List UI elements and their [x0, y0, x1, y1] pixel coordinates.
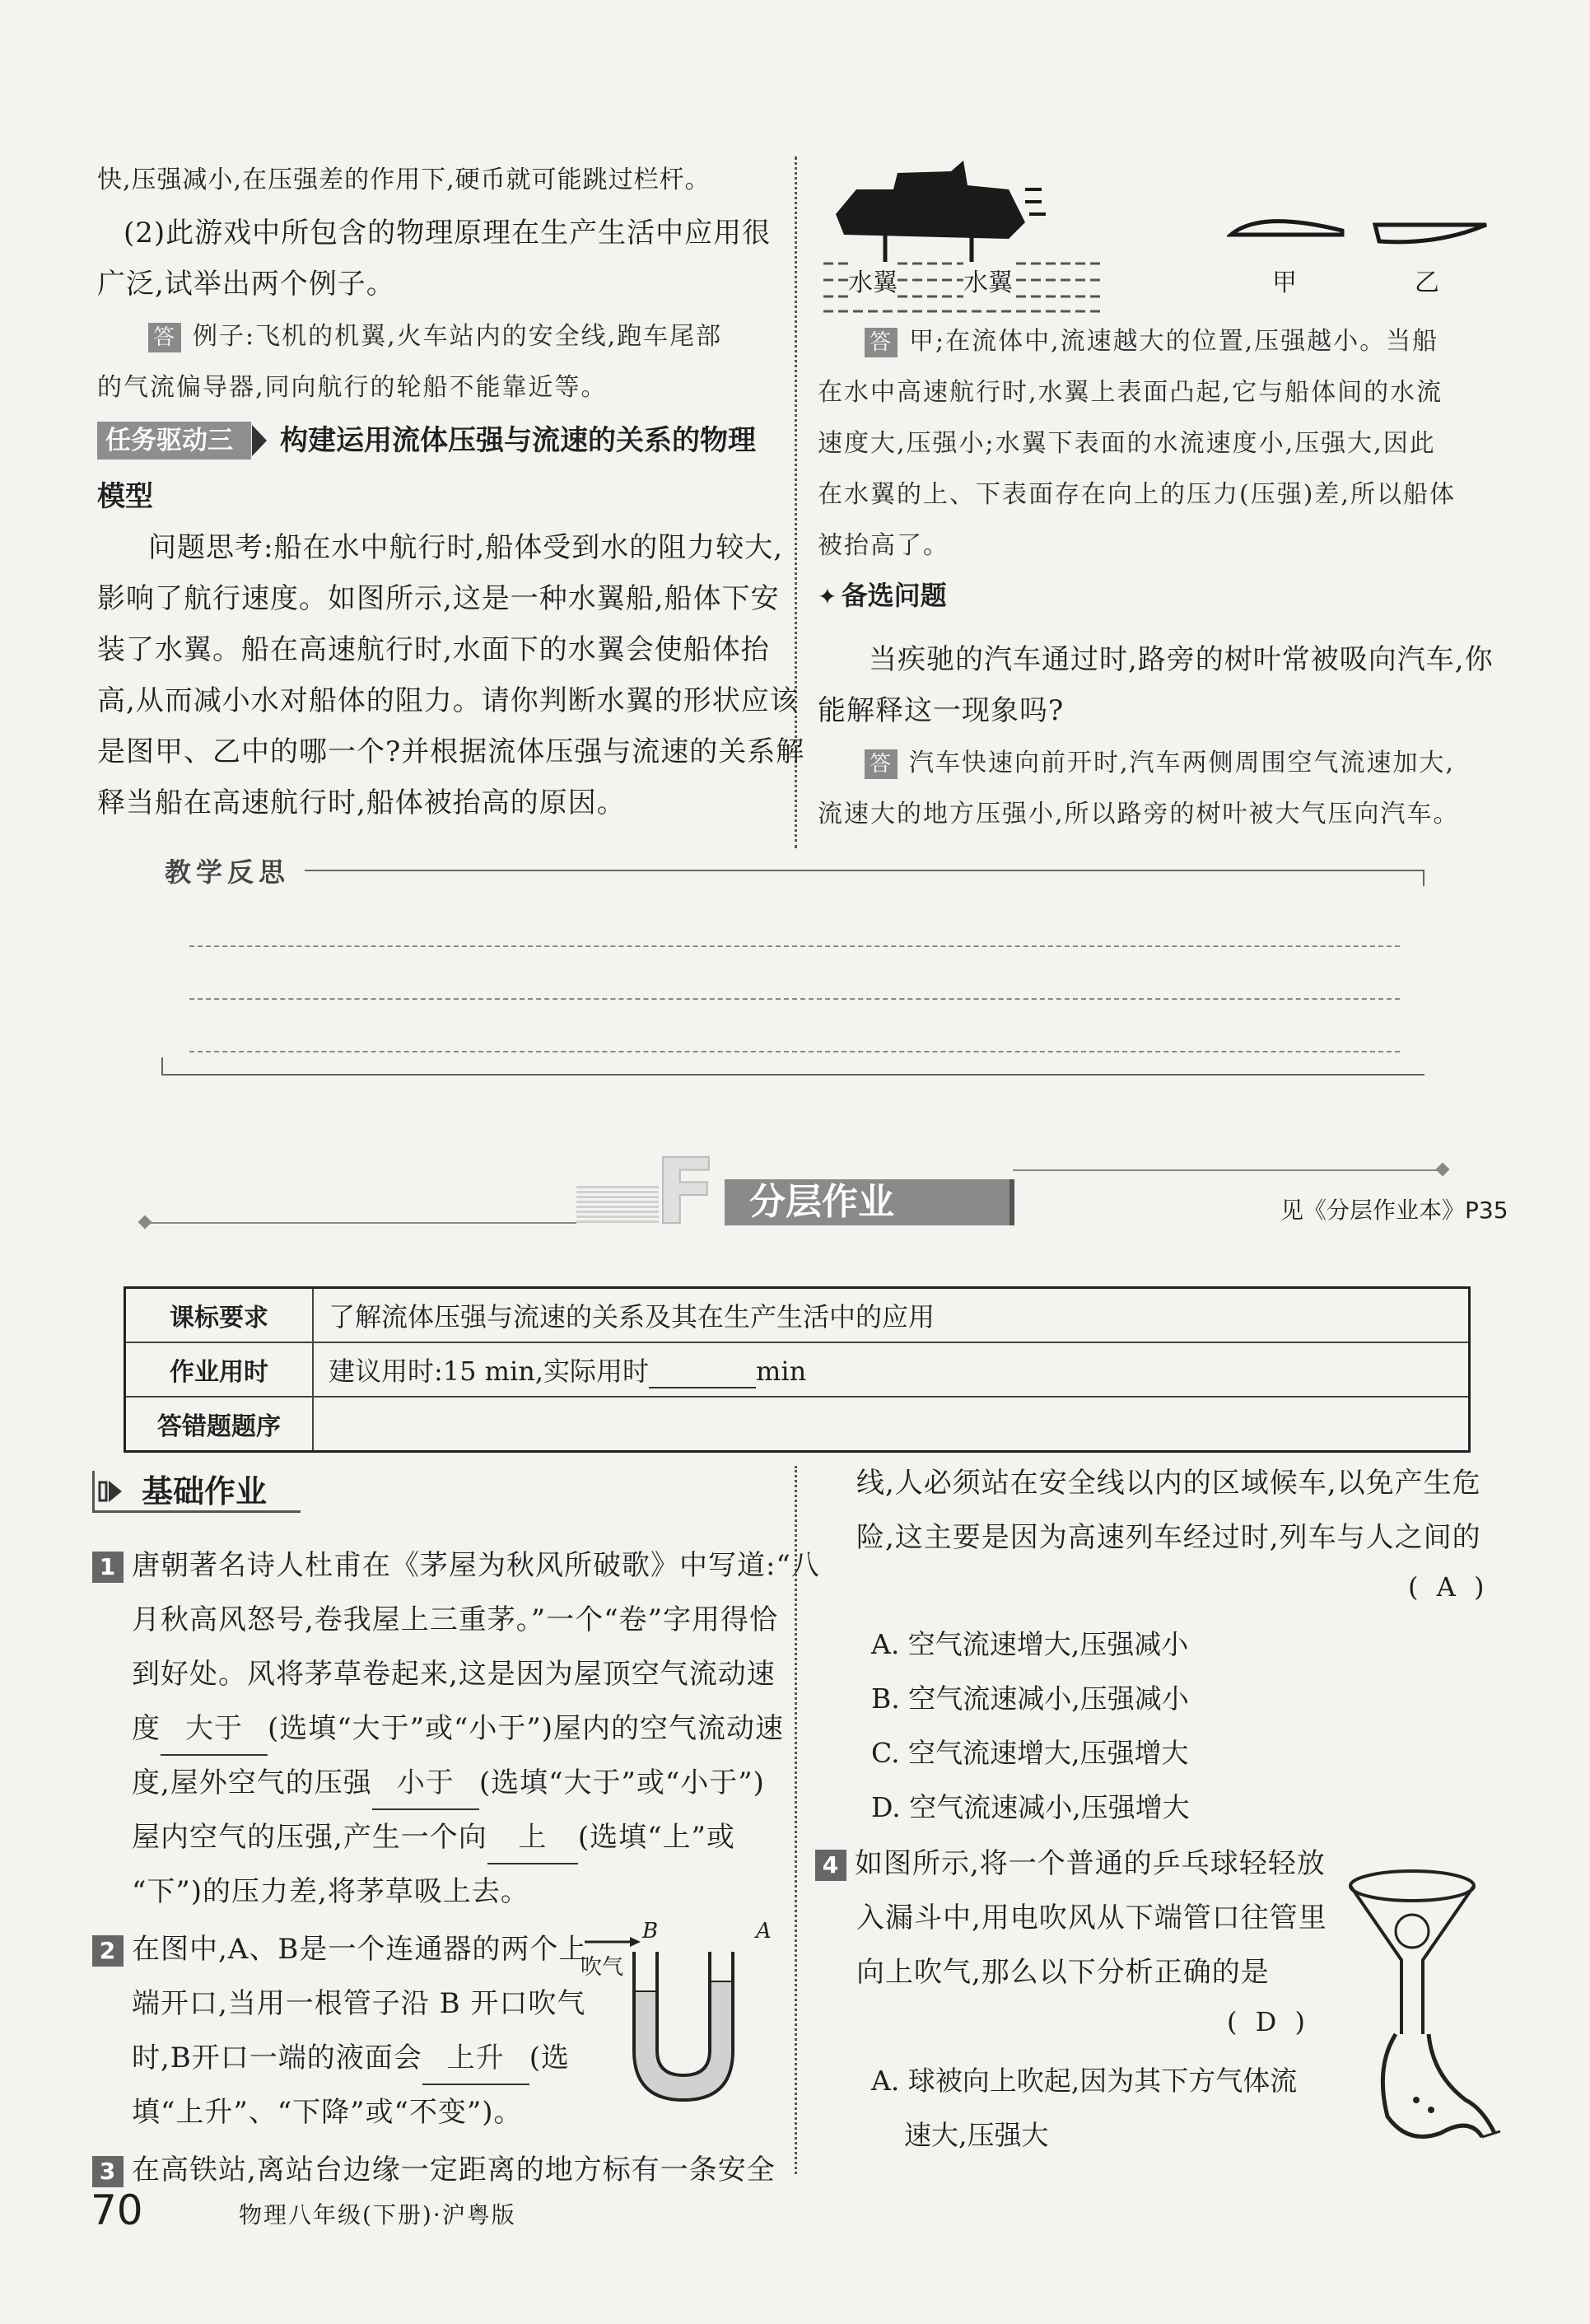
- q3-answer: ( A ): [1408, 1571, 1490, 1603]
- backup-title: 备选问题: [841, 580, 947, 611]
- label-yi: 乙: [1415, 268, 1439, 297]
- q3-option-b[interactable]: B. 空气流速减小,压强减小: [871, 1682, 1189, 1715]
- q3-right-1: 线,人必须站在安全线以内的区域候车,以免产生危: [856, 1467, 1481, 1500]
- banner-rule-left: [148, 1222, 576, 1224]
- wing-shape-yi: [1371, 212, 1494, 254]
- q1-line7: “下”)的压力差,将茅草吸上去。: [132, 1875, 529, 1908]
- q3-option-d[interactable]: D. 空气流速减小,压强增大: [871, 1791, 1190, 1823]
- task3-line5: 是图甲、乙中的哪一个?并根据流体压强与流速的关系解: [97, 735, 805, 768]
- q1-text-4b: (选填“大于”或“小于”)屋内的空气流动速: [268, 1712, 785, 1745]
- table-row: [125, 1397, 1470, 1452]
- q1-line1: [92, 1540, 820, 1591]
- backup-star-icon: ✦: [818, 583, 837, 610]
- task-badge: 任务驱动三: [97, 422, 251, 460]
- q1-blank-3[interactable]: 上: [487, 1812, 578, 1864]
- q4-option-a-line2: 速大,压强大: [904, 2119, 1049, 2151]
- table-row: [125, 1288, 1470, 1343]
- q2-number: 2: [92, 1935, 124, 1967]
- q2-blank[interactable]: 上升: [422, 2032, 529, 2085]
- q2-text-3b: (选: [529, 2042, 571, 2074]
- q1-line4: [132, 1703, 784, 1756]
- answer-boat-line5: 被抬高了。: [818, 531, 949, 560]
- banner-dot-right: [1436, 1163, 1450, 1177]
- req-val-2a: 建议用时:15 min,实际用时: [329, 1356, 650, 1387]
- req-key-2: 作业用时: [125, 1342, 314, 1397]
- answer-boat-line1: 甲;在流体中,流速越大的位置,压强越小。当船: [909, 327, 1439, 356]
- answer-2-line1: 例子:飞机的机翼,火车站内的安全线,跑车尾部: [193, 322, 723, 351]
- task-title: 构建运用流体压强与流速的关系的物理: [280, 424, 756, 457]
- q2b-line4: 填“上升”、“下降”或“不变”)。: [132, 2096, 523, 2129]
- answer-2-line2: 的气流偏导器,同向航行的轮船不能靠近等。: [97, 373, 608, 402]
- q2b-line1: [92, 1924, 587, 1975]
- backup-answer-line2: 流速大的地方压强小,所以路旁的树叶被大气压向汽车。: [818, 800, 1460, 828]
- q4-answer: ( D ): [1227, 2006, 1310, 2037]
- q4-line3: 向上吹气,那么以下分析正确的是: [856, 1956, 1270, 1989]
- answer-boat: [865, 316, 1438, 367]
- q1-line5: [132, 1757, 765, 1810]
- q1-number: 1: [92, 1552, 124, 1583]
- banner-rule-right: [1013, 1169, 1441, 1171]
- q1-line2: 月秋高风怒号,卷我屋上三重茅。”一个“卷”字用得恰: [132, 1603, 778, 1636]
- req-key-1: 课标要求: [125, 1288, 314, 1343]
- answer-mark: 答: [865, 749, 898, 779]
- funnel-dryer-figure: [1317, 1853, 1507, 2158]
- banner-dot-left: [138, 1216, 152, 1230]
- q2b-line2: 端开口,当用一根管子沿 B 开口吹气: [132, 1987, 586, 2020]
- answer-boat-line2: 在水中高速航行时,水翼上表面凸起,它与船体间的水流: [818, 378, 1443, 407]
- q4-number: 4: [815, 1850, 846, 1881]
- q1-line6: [132, 1812, 735, 1864]
- q3-option-a[interactable]: A. 空气流速增大,压强减小: [871, 1628, 1189, 1660]
- page-number: 70: [91, 2186, 143, 2234]
- answer-mark: 答: [865, 328, 898, 357]
- reflection-line-1: [189, 945, 1400, 947]
- actual-time-blank[interactable]: [649, 1356, 756, 1388]
- q1-text-5b: (选填“大于”或“小于”): [478, 1766, 765, 1799]
- reflection-left-tick: [161, 1057, 163, 1074]
- answer-boat-line4: 在水翼的上、下表面存在向上的压力(压强)差,所以船体: [818, 480, 1456, 509]
- q1-text-5a: 度,屋外空气的压强: [132, 1766, 372, 1799]
- task-title-line2: 模型: [97, 480, 153, 513]
- req-val-2b: min: [756, 1356, 807, 1387]
- q1-text-4a: 度: [132, 1712, 161, 1745]
- fig-blow-label: 吹气: [581, 1955, 624, 1980]
- requirements-table: [124, 1286, 1471, 1453]
- reflection-top-rule: [305, 870, 1424, 871]
- q3-right-2: 险,这主要是因为高速列车经过时,列车与人之间的: [856, 1521, 1481, 1554]
- backup-q1: 当疾驰的汽车通过时,路旁的树叶常被吸向汽车,你: [869, 643, 1494, 676]
- q4-line2: 入漏斗中,用电吹风从下端管口往管里: [856, 1902, 1327, 1934]
- wing-label-2: 水翼: [963, 262, 1013, 298]
- top-left-line1: 快,压强减小,在压强差的作用下,硬币就可能跳过栏杆。: [97, 166, 711, 194]
- answer-2: [148, 311, 722, 362]
- banner-ref: 见《分层作业本》P35: [1280, 1197, 1508, 1224]
- task3-line6: 释当船在高速航行时,船体被抬高的原因。: [97, 786, 626, 819]
- q3-line1: [92, 2144, 776, 2196]
- task3-line4: 高,从而减小水对船体的阻力。请你判断水翼的形状应该: [97, 684, 799, 717]
- banner-letter: F: [655, 1139, 717, 1244]
- q2-line1: (2)此游戏中所包含的物理原理在生产生活中应用很: [124, 217, 772, 250]
- q1-line3: 到好处。风将茅草卷起来,这是因为屋顶空气流动速: [132, 1658, 776, 1691]
- label-jia: 甲: [1272, 268, 1297, 297]
- backup-q2: 能解释这一现象吗?: [818, 694, 1065, 727]
- banner-stripes: [576, 1186, 659, 1224]
- basic-title: 基础作业: [142, 1473, 268, 1510]
- answer-mark: 答: [148, 323, 181, 352]
- q1-text-6a: 屋内空气的压强,产生一个向: [132, 1821, 487, 1854]
- reflection-title: 教学反思: [165, 856, 291, 888]
- reflection-right-tick: [1423, 870, 1424, 886]
- banner-title: 分层作业: [725, 1179, 1014, 1225]
- fig-a-label: A: [756, 1919, 772, 1944]
- q1-blank-2[interactable]: 小于: [372, 1757, 479, 1810]
- wing-label-1: 水翼: [848, 262, 898, 298]
- backup-title-row: [818, 576, 947, 614]
- q3-text-1: 在高铁站,离站台边缘一定距离的地方标有一条安全: [132, 2154, 776, 2186]
- q3-number: 3: [92, 2156, 124, 2187]
- task-arrow-icon: [249, 422, 273, 460]
- backup-answer: [865, 738, 1455, 789]
- task3-line1: 问题思考:船在水中航行时,船体受到水的阻力较大,: [148, 531, 784, 564]
- req-val-2: [313, 1342, 1470, 1397]
- task3-line3: 装了水翼。船在高速航行时,水面下的水翼会使船体抬: [97, 633, 770, 666]
- table-row: [125, 1342, 1470, 1397]
- reflection-line-3: [189, 1051, 1400, 1052]
- q1-blank-1[interactable]: 大于: [161, 1703, 268, 1756]
- reflection-bottom-rule: [161, 1074, 1424, 1076]
- wing-shape-jia: [1227, 206, 1350, 247]
- q2-line2: 广泛,试举出两个例子。: [97, 268, 395, 301]
- req-val-3[interactable]: [313, 1397, 1470, 1452]
- q2-text-1: 在图中,A、B是一个连通器的两个上: [132, 1933, 588, 1966]
- q4-text-1: 如图所示,将一个普通的乒乓球轻轻放: [855, 1847, 1326, 1880]
- basic-arrow-icon: [97, 1476, 130, 1507]
- backup-answer-line1: 汽车快速向前开时,汽车两侧周围空气流速加大,: [909, 749, 1456, 777]
- reflection-line-2: [189, 998, 1400, 1000]
- q3-option-c[interactable]: C. 空气流速增大,压强增大: [871, 1737, 1189, 1769]
- req-val-1: 了解流体压强与流速的关系及其在生产生活中的应用: [313, 1288, 1470, 1343]
- fig-b-label: B: [642, 1919, 659, 1944]
- answer-boat-line3: 速度大,压强小;水翼下表面的水流速度小,压强大,因此: [818, 429, 1436, 458]
- q4-option-a-line1[interactable]: A. 球被向上吹起,因为其下方气体流: [871, 2065, 1298, 2097]
- q1-text-1: 唐朝著名诗人杜甫在《茅屋为秋风所破歌》中写道:“八: [132, 1549, 820, 1582]
- q4-line1: [815, 1838, 1326, 1889]
- q1-text-6b: (选填“上”或: [577, 1821, 735, 1854]
- book-title: 物理八年级(下册)·沪粤版: [239, 2201, 516, 2228]
- q2-text-3a: 时,B开口一端的液面会: [132, 2042, 422, 2074]
- task3-line2: 影响了航行速度。如图所示,这是一种水翼船,船体下安: [97, 582, 780, 615]
- q2b-line3: [132, 2032, 570, 2085]
- req-key-3: 答错题题序: [125, 1397, 314, 1452]
